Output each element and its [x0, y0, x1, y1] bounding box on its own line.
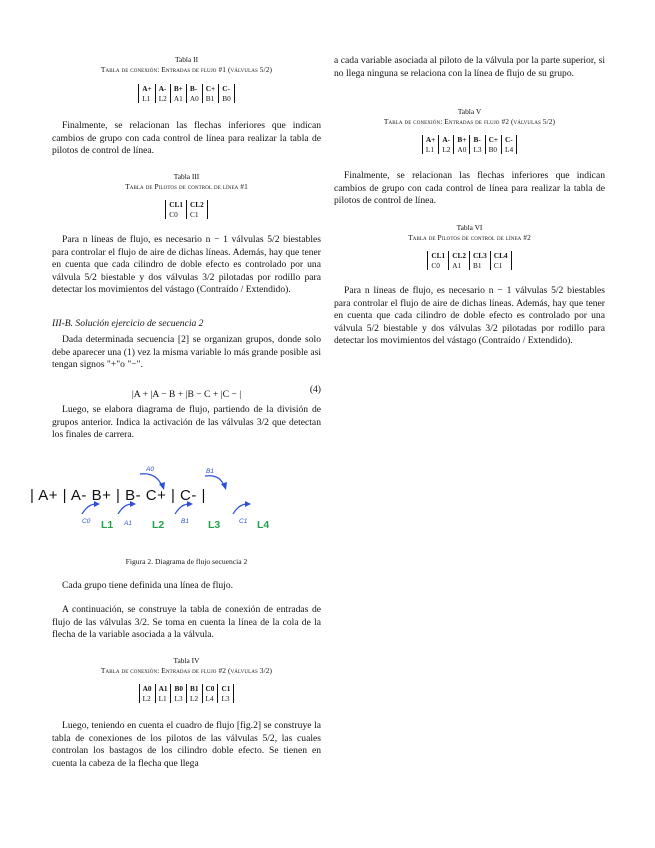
paragraph: Para n líneas de flujo, es necesario n − 1 válvulas 5/2 biestables para controlar el flujo de aire de dichas líneas. Además, hay que tener en cuenta que cada cilindro de doble efecto es controlado por una válvula 5/2 biestable y dos válvulas 3/2 pilotadas por rodillo para detectar los movimientos del vástago (Contraído / Extendido). — [334, 285, 605, 347]
table-cell: A1 — [155, 684, 171, 694]
table-number: Tabla III — [173, 172, 200, 181]
table-cell: A0 — [139, 684, 155, 694]
table-number: Tabla VI — [456, 223, 483, 232]
paragraph: Luego, se elabora diagrama de flujo, partiendo de la división de grupos anterior. Indica la activación de las válvulas 3/2 que detectan los finales de carrera. — [52, 404, 321, 441]
arrow-top-b1 — [205, 476, 224, 486]
table-cell: CL2 — [187, 200, 208, 210]
table-row — [428, 261, 511, 271]
table-cell: C1 — [187, 210, 208, 220]
paragraph: Finalmente, se relacionan las flechas inferiores que indican cambios de grupo con cada control de línea para realizar la tabla de pilotos de control de línea. — [52, 120, 321, 157]
line-l1: L1 — [101, 519, 114, 531]
table-title: Tabla de Pilotos de control de línea #1 — [125, 181, 248, 191]
table-cell: A0 — [454, 145, 470, 155]
table-6-caption — [334, 223, 605, 242]
table-cell: L2 — [139, 694, 155, 704]
table-cell: L4 — [502, 145, 517, 155]
label-a0: A0 — [146, 466, 154, 473]
paragraph: Dada determinada secuencia [2] se organizan grupos, donde solo debe aparecer una (1) vez la misma variable lo más grande posible asi tengan signos "+"o "−". — [52, 334, 321, 371]
table-title: Tabla de conexión: Entradas de flujo #1 (válvulas 5/2) — [100, 64, 273, 74]
table-cell: C0 — [428, 261, 449, 271]
table-header-row — [422, 135, 516, 145]
table-cell: A0 — [186, 94, 202, 104]
arrowhead — [221, 482, 227, 490]
arrow-bottom-c0 — [82, 504, 96, 514]
table-cell: B0 — [171, 684, 187, 694]
table-cell: B0 — [219, 94, 235, 104]
table-cell: L2 — [155, 94, 170, 104]
line-l4: L4 — [257, 519, 270, 531]
sequence-groups: | A+ | A- B+ | B- C+ | C- | — [30, 487, 206, 504]
table-cell: A1 — [449, 261, 470, 271]
table-cell: CL1 — [428, 251, 449, 261]
arrow-bottom-c1 — [233, 504, 247, 514]
table-cell: L4 — [202, 694, 218, 704]
paragraph: A continuación, se construye la tabla de conexión de entradas de flujo de las válvulas 3/2. Se toma en cuenta la línea de la cola de la flecha de la variable asociada a la válvula. — [52, 604, 321, 641]
arrow-bottom-a1 — [118, 504, 132, 514]
table-cell: B- — [470, 135, 485, 145]
table-5-caption — [334, 107, 605, 126]
arrow-top-a0 — [140, 474, 162, 486]
table-cell: L2 — [187, 694, 203, 704]
table-6 — [334, 251, 605, 270]
line-l3: L3 — [208, 519, 221, 531]
table-cell: L1 — [155, 694, 171, 704]
table-number: Tabla II — [174, 55, 199, 64]
table-cell: B1 — [202, 94, 218, 104]
table-cell: C0 — [202, 684, 218, 694]
figure-caption: Figura 2. Diagrama de flujo secuencia 2 — [125, 557, 248, 566]
table-cell: CL3 — [470, 251, 491, 261]
table-cell: C- — [502, 135, 517, 145]
paragraph: Para n líneas de flujo, es necesario n − 1 válvulas 5/2 biestables para controlar el flujo de aire de dichas líneas. Además, hay que tener en cuenta que cada cilindro de doble efecto es controlado por una válvula 5/2 biestable y dos válvulas 3/2 pilotadas por rodillo para detectar los movimientos del vástago (Contraído / Extendido). — [52, 234, 321, 296]
table-cell: B- — [186, 84, 202, 94]
paragraph: Luego, teniendo en cuenta el cuadro de flujo [fig.2] se construye la tabla de conexiones de los pilotos de las válvulas 5/2, las cuales controlan los bastagos de los cilindro doble efecto. Se tienen en cuenta la cabeza de la flecha que llega — [52, 720, 321, 769]
table-cell: A+ — [139, 84, 155, 94]
table-cell: C0 — [166, 210, 187, 220]
table-cell: A+ — [422, 135, 438, 145]
label-c1: C1 — [239, 518, 248, 525]
label-b1-top: B1 — [206, 468, 214, 475]
line-l2: L2 — [152, 519, 165, 531]
table-cell: CL1 — [166, 200, 187, 210]
table-cell: C+ — [485, 135, 501, 145]
table-title: Tabla de conexión: Entradas de flujo #2 (válvulas 3/2) — [100, 665, 273, 675]
table-row — [422, 145, 516, 155]
table-cell: B0 — [485, 145, 501, 155]
table-cell: C- — [219, 84, 235, 94]
label-c0: C0 — [82, 518, 91, 525]
table-title: Tabla de Pilotos de control de línea #2 — [408, 232, 531, 242]
table-cell: C+ — [202, 84, 218, 94]
table-5 — [334, 135, 605, 154]
connection-table — [427, 251, 511, 270]
table-cell: B+ — [454, 135, 470, 145]
arrow-bottom-b1 — [175, 504, 189, 514]
table-header-row — [428, 251, 511, 261]
table-cell: CL4 — [490, 251, 511, 261]
table-cell: C1 — [218, 684, 234, 694]
table-cell: A1 — [170, 94, 186, 104]
table-cell: B1 — [187, 684, 203, 694]
equation-body: |A + |A − B + |B − C + |C − | — [131, 389, 242, 400]
connection-table — [422, 135, 517, 154]
table-cell: A- — [155, 84, 170, 94]
table-cell: CL2 — [449, 251, 470, 261]
table-cell: C1 — [490, 261, 511, 271]
table-cell: B1 — [470, 261, 491, 271]
paragraph: Finalmente, se relacionan las flechas inferiores que indican cambios de grupo con cada control de línea para realizar la tabla de pilotos de control de línea. — [334, 170, 605, 207]
table-number: Tabla IV — [173, 656, 200, 665]
table-title: Tabla de conexión: Entradas de flujo #2 (válvulas 5/2) — [383, 116, 556, 126]
table-cell: L2 — [439, 145, 454, 155]
paragraph: a cada variable asociada al piloto de la válvula por la parte superior, si no llega ninguna se relaciona con la línea de flujo de su grupo. — [334, 55, 605, 79]
section-heading: III-B. Solución ejercicio de secuencia 2 — [52, 318, 204, 329]
table-number: Tabla V — [457, 107, 482, 116]
table-cell: L1 — [422, 145, 438, 155]
table-cell: L3 — [171, 694, 187, 704]
label-b1: B1 — [181, 518, 189, 525]
paragraph: Cada grupo tiene definida una línea de flujo. — [62, 580, 234, 591]
equation-number: (4) — [309, 384, 321, 395]
table-cell: A- — [439, 135, 454, 145]
label-a1: A1 — [124, 520, 132, 527]
arrowhead — [245, 501, 251, 507]
table-cell: L3 — [218, 694, 234, 704]
table-cell: L3 — [470, 145, 485, 155]
table-cell: B+ — [170, 84, 186, 94]
table-cell: L1 — [139, 94, 155, 104]
